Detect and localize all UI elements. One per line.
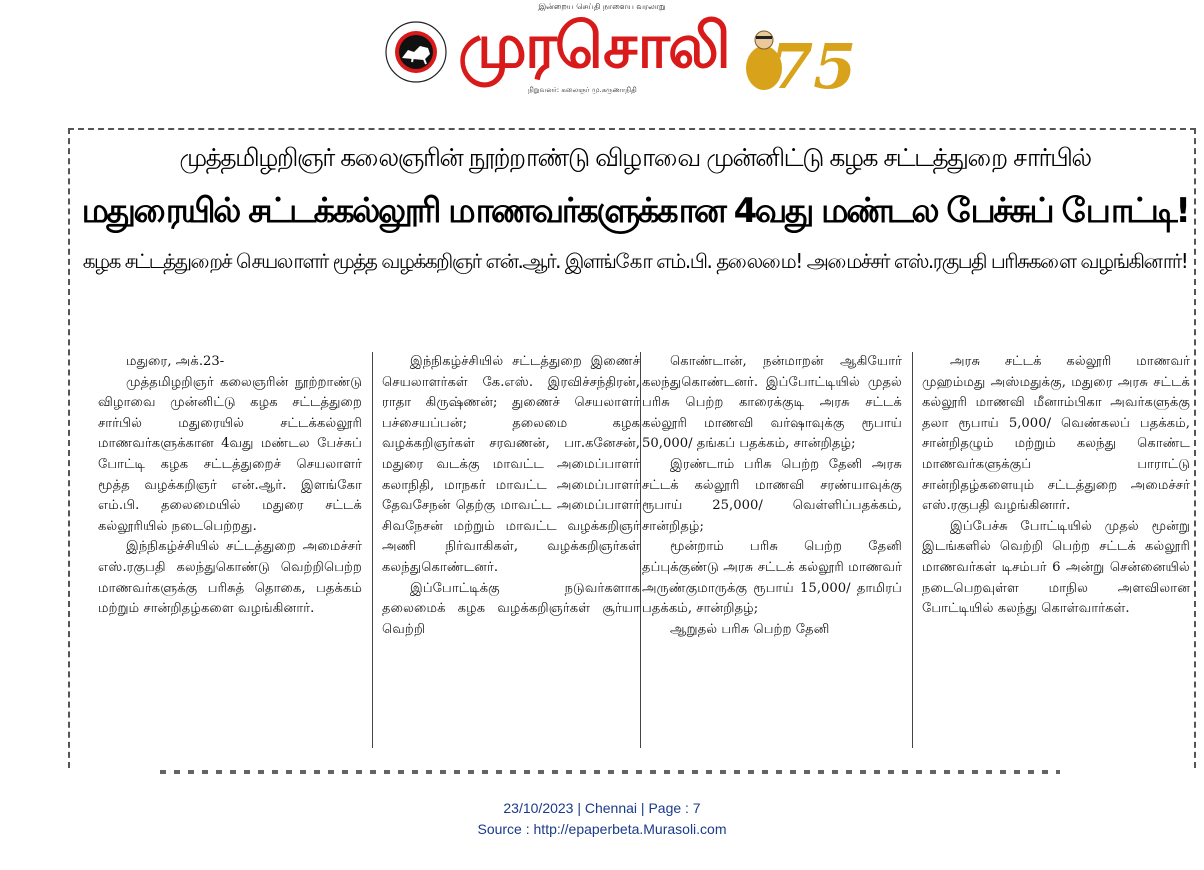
footer-source-line: Source : http://epaperbeta.Murasoli.com <box>477 821 727 837</box>
article-headline: மதுரையில் சட்டக்கல்லூரி மாணவர்களுக்கான 4வது மண்டல பேச்சுப் போட்டி! <box>81 191 1189 231</box>
article-column-1 <box>98 352 362 620</box>
footer-edition-line: 23/10/2023 | Chennai | Page : 7 <box>503 800 701 816</box>
anniversary-number: 75 <box>770 30 857 103</box>
masthead-tagline: இன்றைய செய்தி நாளைய வரலாறு <box>538 2 666 11</box>
cropped-next-article-strip <box>160 770 1060 774</box>
paragraph: கொண்டான், நன்மாறன் ஆகியோர் கலந்துகொண்டனர். இப்போட்டியில் முதல் பரிசு பெற்ற காரைக்குடி அரசு சட்டக் கல்லூரி மாணவி வர்ஷாவுக்கு ரூபாய் 50,000/ தங்கப் பதக்கம், சான்றிதழ்; <box>642 354 902 452</box>
party-emblem-icon <box>384 20 448 84</box>
paragraph: இரண்டாம் பரிசு பெற்ற தேனி அரசு சட்டக் கல்லூரி மாணவி சரண்யாவுக்கு ரூபாய் 25,000/ வெள்ளிப்பதக்கம், சான்றிதழ்; <box>642 456 902 534</box>
column-rule <box>912 352 913 748</box>
paragraph: இந்நிகழ்ச்சியில் சட்டத்துறை இணைச் செயலாளர்கள் கே.எஸ். இரவிச்சந்திரன், ராதா கிருஷ்ணன்; துணைச் செயலாளர் பச்சையப்பன்; தலைமை கழக வழக்கறிஞர்கள் சரவணன், பா.கனேசன், மதுரை வடக்கு மாவட்ட அமைப்பாளர் கலாநிதி, மாநகர் மாவட்ட அமைப்பாளர் தேவசேநன் தெற்கு மாவட்ட அமைப்பாளர் சிவநேசன் மற்றும் மாவட்ட வழக்கறிஞர் அணி நிர்வாகிகள், வழக்கறிஞர்கள் கலந்துகொண்டனர். <box>382 354 640 575</box>
column-rule <box>640 352 641 748</box>
column-rule <box>372 352 373 748</box>
masthead <box>0 0 1204 112</box>
paragraph: இப்போட்டிக்கு நடுவர்களாக தலைமைக் கழக வழக்கறிஞர்கள் சூர்யா வெற்றி <box>382 580 640 637</box>
paragraph: ஆறுதல் பரிசு பெற்ற தேனி <box>670 621 830 637</box>
paragraph: முத்தமிழறிஞர் கலைஞரின் நூற்றாண்டு விழாவை முன்னிட்டு கழக சட்டத்துறை சார்பில் மதுரையில் சட்டக்கல்லூரி மாணவர்களுக்கான 4வது மண்டல பேச்சுப் போட்டி கழக சட்டத்துறைச் செயலாளர் மூத்த வழக்கறிஞர் என்.ஆர். இளங்கோ எம்.பி. தலைமையில் மதுரை சட்டக் கல்லூரியில் நடைபெற்றது. <box>98 374 362 534</box>
anniversary-75-emblem <box>730 6 857 106</box>
paragraph: மூன்றாம் பரிசு பெற்ற தேனி தப்புக்குண்டு அரசு சட்டக் கல்லூரி மாணவர் அருண்குமாருக்கு ரூபாய் 15,000/ தாமிரப் பதக்கம், சான்றிதழ்; <box>642 539 902 617</box>
article-kicker: முத்தமிழறிஞர் கலைஞரின் நூற்றாண்டு விழாவை முன்னிட்டு கழக சட்டத்துறை சார்பில் <box>179 143 1091 172</box>
newspaper-logo: முரசொலி <box>458 9 729 82</box>
logo-subtitle: நிறுவனர்: கலைஞர் மு.கருணாநிதி <box>528 86 637 94</box>
clipping-border-top <box>68 128 1196 130</box>
paragraph: அரசு சட்டக் கல்லூரி மாணவர் முஹம்மது அஸ்மதுக்கு, மதுரை அரசு சட்டக் கல்லூரி மாணவி மீனாம்பிகா அவர்களுக்கு தலா ரூபாய் 5,000/ வெண்கலப் பதக்கம், சான்றிதழும் மற்றும் கலந்து கொண்ட மாணவர்களுக்குப் பாராட்டு சான்றிதழ்களையும் சட்டத்துறை அமைச்சர் எஸ்.ரகுபதி வழங்கினார். <box>922 354 1190 514</box>
article-column-3 <box>642 352 902 640</box>
clipping-border-left <box>68 128 70 768</box>
paragraph: இப்பேச்சு போட்டியில் முதல் மூன்று இடங்களில் வெற்றி பெற்ற சட்டக் கல்லூரி மாணவர்கள் டிசம்பர் 6 அன்று சென்னையில் நடைபெறவுள்ள மாநில அளவிலான போட்டியில் கலந்து கொள்வார்கள். <box>922 518 1190 617</box>
paragraph: இந்நிகழ்ச்சியில் சட்டத்துறை அமைச்சர் எஸ்.ரகுபதி கலந்துகொண்டு வெற்றிபெற்ற மாணவர்களுக்கு பரிசுத் தொகை, பதக்கம் மற்றும் சான்றிதழ்களை வழங்கினார். <box>98 539 362 617</box>
article-column-2 <box>382 352 640 640</box>
article-dateline: மதுரை, அக்.23- <box>126 354 225 369</box>
article-column-4 <box>922 352 1190 620</box>
article-subhead: கழக சட்டத்துறைச் செயலாளர் மூத்த வழக்கறிஞர் என்.ஆர். இளங்கோ எம்.பி. தலைமை! அமைச்சர் எஸ்.ரகுபதி பரிசுகளை வழங்கினார்! <box>82 249 1188 273</box>
